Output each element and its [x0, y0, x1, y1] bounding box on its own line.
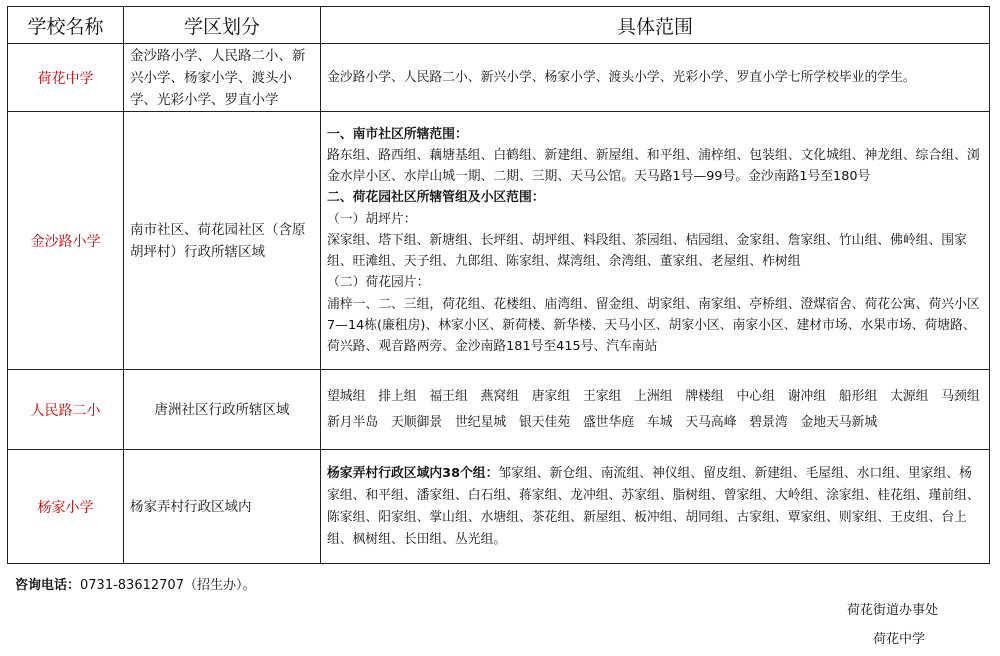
district-cell: 唐洲社区行政所辖区域 — [124, 370, 321, 450]
scope-heading: 杨家弄村行政区域内38个组： — [327, 465, 499, 481]
scope-subheading: （一）胡坪片： — [327, 211, 417, 227]
header-district: 学区划分 — [124, 7, 321, 44]
school-name: 荷花中学 — [8, 44, 124, 112]
scope-paragraph: 深家组、塔下组、新塘组、长坪组、胡坪组、料段组、茶园组、桔园组、金家组、詹家组、竹山组、佛岭组、围家组、旺滩组、天子组、九郎组、陈家组、煤湾组、余湾组、董家组、老屋组、柞树组 — [327, 232, 967, 270]
header-school-name: 学校名称 — [8, 7, 124, 44]
table-row — [8, 112, 990, 370]
contact-phone: 0731-83612707（招生办）。 — [80, 578, 256, 593]
scope-heading: 二、荷花园社区所辖管组及小区范围： — [327, 190, 545, 206]
scope-cell — [321, 450, 990, 564]
contact-info — [15, 574, 255, 593]
scope-paragraph: 路东组、路西组、藕塘基组、白鹤组、新建组、新屋组、和平组、浦梓组、包装组、文化城组、神龙组、综合组、浏金水岸小区、水岸山城一期、二期、三期、天马公馆。天马路1号—99号。金沙南路1号至180号 — [327, 148, 980, 185]
signature-office: 荷花街道办事处 — [847, 603, 939, 618]
table-header-row — [8, 7, 990, 44]
signature-school: 荷花中学 — [873, 632, 926, 647]
school-name: 杨家小学 — [8, 450, 124, 564]
scope-cell: 望城组 排上组 福王组 燕窝组 唐家组 王家组 上洲组 牌楼组 中心组 谢冲组 船形组 太源组 马颈组 新月半岛 天顺御景 世纪星城 银天佳苑 盛世华庭 车城 天马高峰 碧景湾 金地天马新城 — [321, 370, 990, 450]
school-name: 金沙路小学 — [8, 112, 124, 370]
scope-paragraph: 邹家组、新仓组、南流组、神仪组、留皮组、新建组、毛屋组、水口组、里家组、杨家组、和平组、潘家组、白石组、蒋家组、龙冲组、苏家组、脂树组、曾家组、大岭组、涂家组、桂花组、瑾前组、陈家组、阳家组、掌山组、水塘组、茶花组、新屋组、板冲组、胡同组、古家组、覃家组、则家组、王皮组、台上组、枫树组、长田组、丛光组。 — [327, 465, 980, 547]
scope-cell: 金沙路小学、人民路二小、新兴小学、杨家小学、渡头小学、光彩小学、罗直小学七所学校毕业的学生。 — [321, 44, 990, 112]
district-cell: 金沙路小学、人民路二小、新兴小学、杨家小学、渡头小学、光彩小学、罗直小学 — [124, 44, 321, 112]
district-cell: 南市社区、荷花园社区（含原胡坪村）行政所辖区域 — [124, 112, 321, 370]
scope-paragraph: 浦梓一、二、三组，荷花组、花楼组、庙湾组、留金组、胡家组、南家组、亭桥组、澄煤宿舍、荷花公寓、荷兴小区7—14栋(廉租房)、林家小区、新荷楼、新华楼、天马小区、胡家小区、南家小区、建材市场、水果市场、荷塘路、荷兴路、观音路两旁、金沙南路181号至415号、汽车南站 — [327, 296, 980, 354]
school-name: 人民路二小 — [8, 370, 124, 450]
scope-cell — [321, 112, 990, 370]
contact-label: 咨询电话： — [15, 578, 81, 593]
header-scope: 具体范围 — [321, 7, 990, 44]
scope-subheading: （二）荷花园片： — [327, 275, 430, 291]
school-district-table — [7, 6, 993, 564]
table-row — [8, 44, 990, 112]
district-cell: 杨家弄村行政区域内 — [124, 450, 321, 564]
table-row — [8, 450, 990, 564]
table-row — [8, 370, 990, 450]
scope-heading: 一、南市社区所辖范围： — [327, 126, 468, 142]
